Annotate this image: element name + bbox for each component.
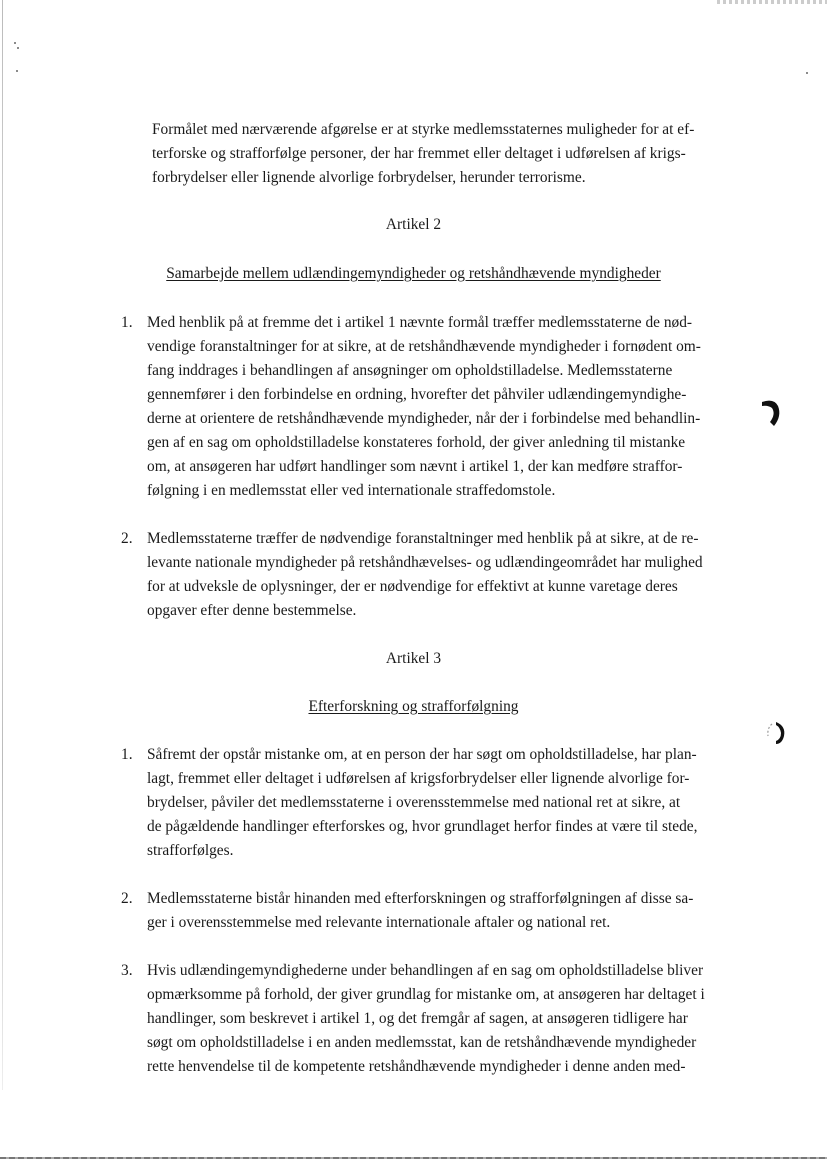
text-line: brydelser, påviler det medlemsstaterne i overensstemmelse med national ret at sikre, at — [147, 794, 681, 811]
text-line: handlinger, som beskrevet i artikel 1, og det fremgår af sagen, at ansøgeren tidligere har — [147, 1010, 688, 1027]
article-3-heading: Artikel 3 — [385, 650, 442, 667]
text-line: fang inddrages i behandlingen af ansøgninger om opholdstilladelse. Medlemsstaterne — [147, 362, 673, 379]
text-line: om, at ansøgeren har udført handlinger som nævnt i artikel 1, der kan medføre straffor- — [147, 458, 683, 475]
article-3-title: Efterforskning og strafforfølgning — [308, 698, 519, 715]
item-number: 3. — [121, 962, 133, 979]
item-number: 2. — [121, 530, 133, 547]
article-2-heading: Artikel 2 — [385, 216, 442, 233]
text-line: Såfremt der opstår mistanke om, at en person der har søgt om opholdstilladelse, har plan- — [147, 746, 697, 763]
text-line: derne at orientere de retshåndhævende myndigheder, når der i forbindelse med behandlin- — [147, 410, 701, 427]
text-line: Medlemsstaterne bistår hinanden med efterforskningen og strafforfølgningen af disse sa- — [147, 890, 694, 907]
scan-speck — [806, 72, 808, 74]
text-line: følgning i en medlemsstat eller ved internationale straffedomstole. — [147, 482, 556, 499]
text-line: Medlemsstaterne træffer de nødvendige foranstaltninger med henblik på at sikre, at de re- — [147, 530, 699, 547]
punch-hole-mark — [764, 718, 790, 748]
text-line: Formålet med nærværende afgørelse er at styrke medlemsstaternes muligheder for at ef- — [152, 121, 695, 138]
text-line: vendige foranstaltninger for at sikre, at de retshåndhævende myndigheder i fornødent om- — [147, 338, 701, 355]
text-line: lagt, fremmet eller deltaget i udførelsen af krigsforbrydelser eller lignende alvorlige for- — [147, 770, 690, 787]
text-line: ger i overensstemmelse med relevante internationale aftaler og national ret. — [147, 914, 611, 931]
text-line: levante nationale myndigheder på retshåndhævelses- og udlændingeområdet har mulighed — [147, 554, 703, 571]
article-2-title: Samarbejde mellem udlændingemyndigheder og retshåndhævende myndigheder — [166, 265, 661, 282]
text-line: forbrydelser eller lignende alvorlige forbrydelser, herunder terrorisme. — [152, 169, 586, 186]
text-line: for at udveksle de oplysninger, der er nødvendige for effektivt at kunne varetage deres — [147, 578, 678, 595]
text-line: strafforfølges. — [147, 842, 234, 859]
text-line: opgaver efter denne bestemmelse. — [147, 602, 357, 619]
text-line: gen af en sag om opholdstilladelse konstateres forhold, der giver anledning til mistanke — [147, 434, 686, 451]
text-line: rette henvendelse til de kompetente retshåndhævende myndigheder i denne anden med- — [147, 1058, 686, 1075]
text-line: terforske og strafforfølge personer, der har fremmet eller deltaget i udførelsen af krigs- — [152, 145, 686, 162]
scan-edge-bottom — [0, 1157, 827, 1159]
item-number: 2. — [121, 890, 133, 907]
punch-hole-mark — [760, 396, 784, 436]
text-line: Hvis udlændingemyndighederne under behandlingen af en sag om opholdstilladelse bliver — [147, 962, 704, 979]
scan-speck — [14, 42, 16, 44]
item-number: 1. — [121, 314, 133, 331]
text-line: søgt om opholdstilladelse i en anden medlemsstat, kan de retshåndhævende myndigheder — [147, 1034, 697, 1051]
scan-edge-left — [2, 0, 3, 1090]
scan-edge-top — [717, 0, 827, 4]
text-line: de pågældende handlinger efterforskes og, hvor grundlaget herfor findes at være til stede, — [147, 818, 698, 835]
text-line: opmærksomme på forhold, der giver grundlag for mistanke om, at ansøgeren har deltaget i — [147, 986, 705, 1003]
text-line: gennemfører i den forbindelse en ordning, hvorefter det påhviler udlændingemyndighe- — [147, 386, 687, 403]
scan-speck — [17, 47, 19, 49]
text-line: Med henblik på at fremme det i artikel 1 nævnte formål træffer medlemsstaterne de nød- — [147, 314, 693, 331]
item-number: 1. — [121, 746, 133, 763]
scan-speck — [16, 70, 18, 72]
